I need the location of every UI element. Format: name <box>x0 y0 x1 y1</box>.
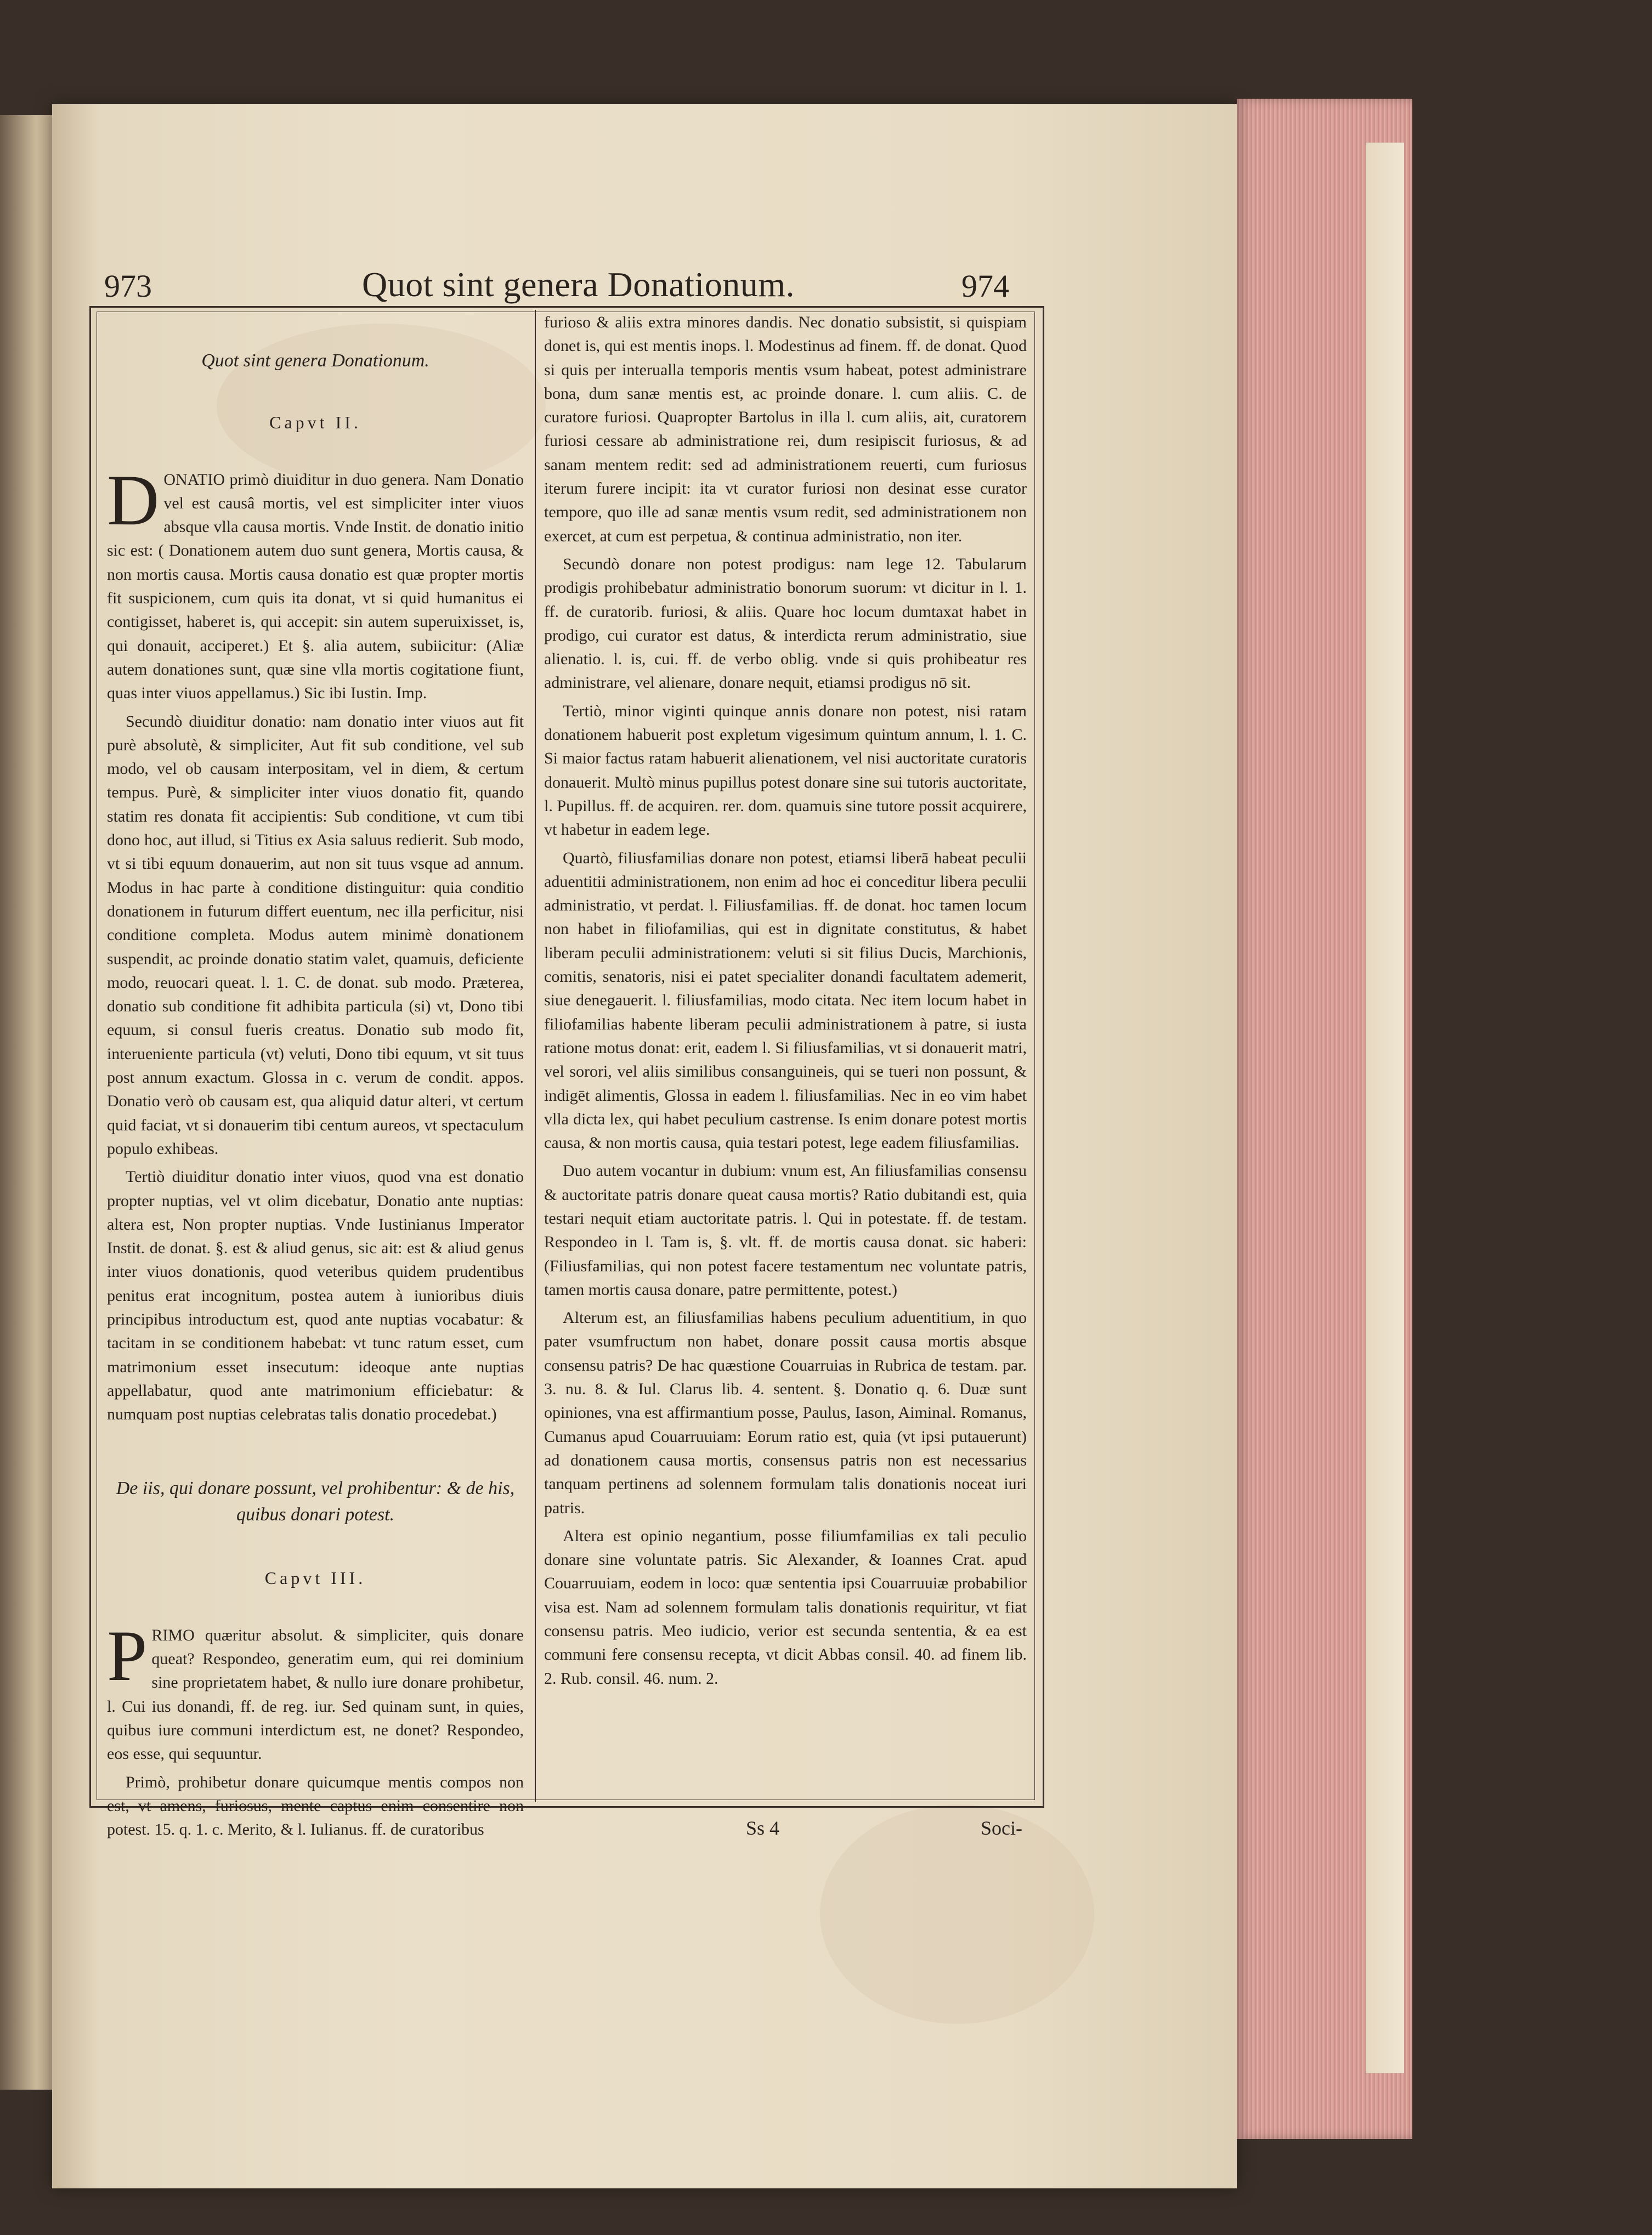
paragraph: Altera est opinio negantium, posse filiumfamilias ex tali peculio donare sine voluntate patris. Sic Alexander, & Ioannes Crat. apud Couarruuiam, eodem in loco: quæ sententia ipsi Couarruuiæ probabilior visa est. Nam ad solennem formulam talis donationis requiritur, vt fiat consensu patris. Meo iudicio, verior est secunda sententia, & ea est communi fere consensu recepta, vt dicit Abbas consil. 40. ad finem lib. 2. Rub. consil. 46. num. 2. <box>544 1526 1027 1688</box>
cover-edge <box>1366 143 1404 2073</box>
paragraph: PRIMO quæritur absolut. & simpliciter, quis donare queat? Respondeo, generatim eum, qui rei dominium sine proprietatem habet, & nullo iure donare prohibetur, l. Cui ius donandi, ff. de reg. iur. Sed quinam sunt, in quies, quibus iure communi interdictum est, ne donet? Respondeo, eos esse, qui sequuntur. <box>107 1615 524 1763</box>
paragraph: Alterum est, an filiusfamilias habens peculium aduentitium, in quo pater vsumfructum non habet, donare possit causa mortis absque consensu patris? De hac quæstione Couarruias in Rubrica de testam. par. 3. nu. 8. & Iul. Clarus lib. 4. sentent. §. Donatio q. 6. Duæ sunt opiniones, vna est affirmantium posse, Paulus, Iason, Aiminal. Romanus, Cumanus apud Couarruuiam: Eorum ratio est, quia (vt ipsi putauerunt) ad donationem causa mortis, consensus patris non est necessarius tanquam pertinens ad solennem formulam talis donationis noceat iuri patris. <box>544 1309 1027 1517</box>
facing-page-edge <box>0 115 60 2090</box>
paragraph: Secundò diuiditur donatio: nam donatio inter viuos aut fit purè absolutè, & simpliciter, Aut fit sub conditione, vel sub modo, vel ob causam interpositam, vel in diem, & certum tempus. Purè, & simpliciter inter viuos donatio fit, quando statim res donata fit accipientis: Sub conditione, vt cum tibi dono hoc, aut illud, si Titius ex Asia saluus redierit. Sub modo, vt si tibi equum donauerim, aut non sit tuus vsque ad annum. Modus in hac parte à conditione distinguitur: quia conditio donationem in futurum differt euentum, nec illa perficitur, nisi conditione completa. Modus autem minimè donationem suspendit, ac proinde donatio statim valet, quamuis, deficiente modo, reuocari queat. l. 1. C. de donat. sub modo. Præterea, donatio sub conditione fit adhibita particula (si) vt, Dono tibi equum, si consul fueris creatus. Donatio sub modo fit, interueniente particula (vt) veluti, Dono tibi equum, vt sit tuus post annum exactum. Glossa in c. verum de condit. appos. Donatio verò ob causam est, qua aliquid datur alteri, vt certum quid faciat, vt si donauerim tibi centum aureos, vt spectaculum populo exhibeas. <box>107 712 524 1158</box>
chapter-heading-2: Capvt III. <box>264 1568 366 1588</box>
section-heading-2: De iis, qui donare possunt, vel prohibentur: & de his, quibus donari potest. <box>116 1478 515 1525</box>
paragraph: Secundò donare non potest prodigus: nam lege 12. Tabularum prodigis prohibebatur administratio bonorum suorum: vt dicitur in l. 1. ff. de curatorib. furiosi, & aliis. Quare hoc locum dumtaxat habet in prodigo, cui curator est datus, & interdicta rerum administratio, siue alienatio. l. is, cui. ff. de verbo oblig. vnde si quis prohibeatur res administrare, vel alienare, donare nequit, etiamsi prodigus nō sit. <box>544 554 1027 692</box>
paragraph: Tertiò, minor viginti quinque annis donare non potest, nisi ratam donationem habuerit post expletum vigesimum quintum annum, l. 1. C. Si maior factus ratam habuerit alienationem, vel nisi auctoritate curatoris donauerit. Multò minus pupillus potest donare sine sui tutoris auctoritate, l. Pupillus. ff. de acquiren. rer. dom. quamuis sine tutore possit acquirere, vt habetur in eadem lege. <box>544 701 1027 839</box>
signature-mark: Ss 4 <box>746 1817 780 1839</box>
paragraph: Primò, prohibetur donare quicumque mentis compos non est, vt amens, furiosus, mente captus enim consentire non potest. 15. q. 1. c. Merito, & l. Iulianus. ff. de curatoribus <box>107 1773 524 1839</box>
running-title: Quot sint genera Donationum. <box>362 265 795 304</box>
right-column <box>544 310 1027 1695</box>
drop-cap: P <box>107 1615 148 1696</box>
paragraph: Quartò, filiusfamilias donare non potest, etiamsi liberā habeat peculii aduentitii administrationem, non enim ad hoc ei conceditur libera peculii administratio, vt perdat. l. Filiusfamilias. ff. de donat. hoc tamen locum non habet in filiofamilias, qui est in dignitate constitutus, & habet liberam peculii administrationem: veluti si sit filius Ducis, Marchionis, comitis, senatoris, nisi ei patet specialiter donandi facultatem ademerit, siue denegauerit. l. filiusfamilias, modo citata. Nec item locum habet in filiofamilias habente liberam peculii administrationem à patre, si iusta ratione motus donat: erit, eadem l. Si filiusfamilias, vt si donauerit matri, vel sorori, vel aliis similibus consanguineis, qui se tueri non possunt, & indigēt alimentis, Glossa in eadem l. filiusfamilias. Nec in eo vim habet vlla dicta lex, qui habet peculium castrense. Is enim donare potest mortis causa, & non mortis causa, quia testari potest, lege eadem filiusfamilias. <box>544 848 1027 1152</box>
catchword: Soci- <box>981 1817 1022 1839</box>
paper-stain <box>820 1804 1094 2024</box>
paragraph: Tertiò diuiditur donatio inter viuos, quod vna est donatio propter nuptias, vel vt olim dicebatur, Donatio ante nuptias: altera est, Non propter nuptias. Vnde Iustinianus Imperator Instit. de donat. §. est & aliud genus, sic ait: est & aliud genus inter viuos donationis, quod veteribus quidem prudentibus penitus erat incognitum, postea autem à iunioribus diuis principibus introductum est, quod ante nuptias vocabatur: & tacitam in se conditionem habebat: vt tunc ratum esset, cum matrimonium esset insecutum: ideoque ante nuptias appellabatur, quod ante matrimonium efficiebatur: & numquam post nuptias celebratas talis donatio procedebat.) <box>107 1168 524 1424</box>
page-number-left: 973 <box>104 268 152 304</box>
drop-cap: D <box>107 459 160 540</box>
page-number-right: 974 <box>961 268 1009 304</box>
paragraph: furioso & aliis extra minores dandis. Nec donatio subsistit, si quispiam donet is, qui est mentis inops. l. Modestinus ad finem. ff. de donat. Quod si quis per interualla temporis mentis vsum habeat, potest administrare bona, dum sanæ mentis est, ac proinde donare. l. cum aliis. C. de curatore furiosi. Quapropter Bartolus in illa l. cum aliis, ait, curatorem furiosi cessare ab administratione rei, dum resipiscit furiosus, & ad sanam mentem redit: sed ad administrationem reuerti, cum furiosus iterum furere incipit: ita vt curator furiosi non desinat esse curator tempore, quo ille ad sanæ mentis vsum redit, sed administrationem non exercet, at cum est perpetua, & continua administratio, non iter. <box>544 313 1027 545</box>
paragraph: DONATIO primò diuiditur in duo genera. Nam Donatio vel est causâ mortis, vel est simpliciter inter viuos absque vlla causa mortis. Vnde Instit. de donatio initio sic est: ( Donationem autem duo sunt genera, Mortis causa, & non mortis causa. Mortis causa donatio est quæ propter mortis fit suspicionem, cum quis ita donat, vt si quid humanitus ei contigisset, haberet is, qui accepit: sin autem superuixisset, is, qui donauit, acciperet.) Et §. alia autem, subiicitur: (Aliæ autem donationes sunt, quæ sine vlla mortis cogitatione fiunt, quas inter viuos appellamus.) Sic ibi Iustin. Imp. <box>107 459 524 703</box>
paragraph: Duo autem vocantur in dubium: vnum est, An filiusfamilias consensu & auctoritate patris donare queat causa mortis? Ratio dubitandi est, quia testari nequit etiam auctoritate patris. l. Qui in potestate. ff. de testam. Respondeo in l. Tam is, §. vlt. ff. de mortis causa donat. sic haberi: (Filiusfamilias, qui non potest facere testamentum nec voluntate patris, tamen mortis causa donare, patre permittente, potest.) <box>544 1162 1027 1299</box>
running-header <box>104 264 1009 308</box>
column-divider <box>535 310 536 1802</box>
chapter-heading: Capvt II. <box>269 412 361 433</box>
section-heading: Quot sint genera Donationum. <box>201 350 429 371</box>
left-column <box>107 310 524 1846</box>
